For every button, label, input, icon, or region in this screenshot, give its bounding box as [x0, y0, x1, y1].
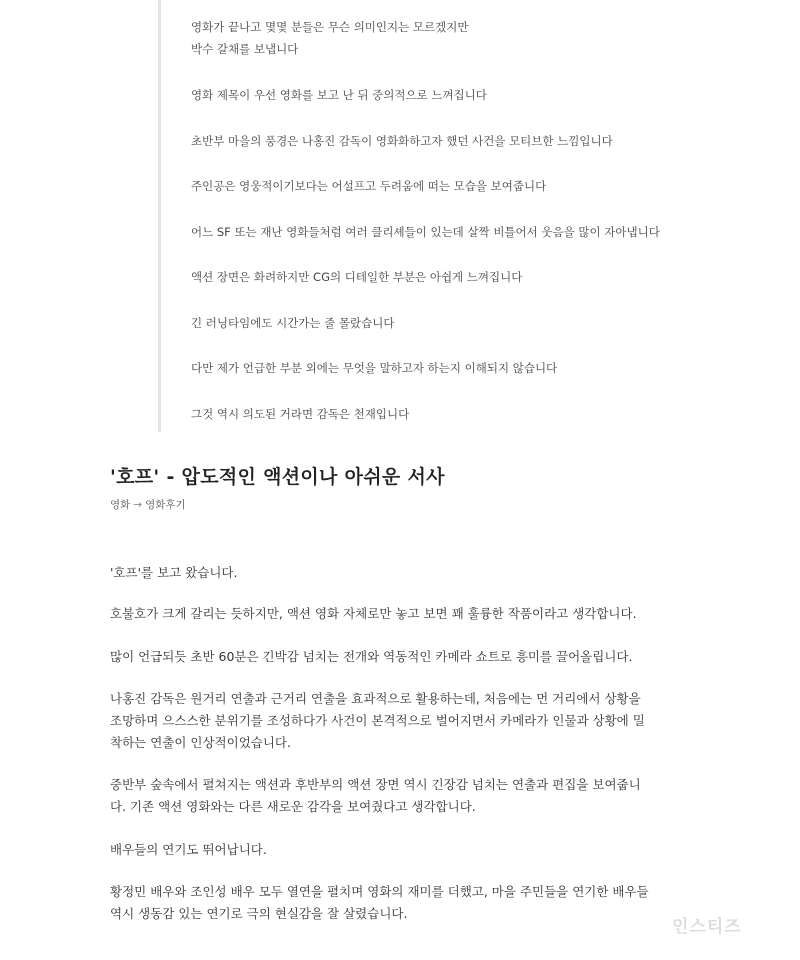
quote-line: 영화가 끝나고 몇몇 분들은 무슨 의미인지는 모르겠지만	[191, 20, 469, 34]
body-paragraph: 호불호가 크게 갈리는 듯하지만, 액션 영화 자체로만 놓고 보면 꽤 훌륭한 작품이라고 생각합니다.	[110, 606, 637, 621]
breadcrumb-arrow-icon: →	[133, 499, 143, 511]
quote-line: 그것 역시 의도된 거라면 감독은 천재입니다	[191, 407, 410, 421]
body-paragraph: 역시 생동감 있는 연기로 극의 현실감을 잘 살렸습니다.	[110, 906, 408, 921]
quote-line: 주인공은 영웅적이기보다는 어설프고 두려움에 떠는 모습을 보여줍니다	[191, 179, 547, 193]
breadcrumb-category-link[interactable]: 영화	[110, 499, 131, 511]
body-paragraph: 중반부 숲속에서 펼쳐지는 액션과 후반부의 액션 장면 역시 긴장감 넘치는 연출과 편집을 보여줍니	[110, 777, 641, 792]
quote-line: 액션 장면은 화려하지만 CG의 디테일한 부분은 아쉽게 느껴집니다	[191, 270, 523, 284]
site-watermark: 인스티즈	[672, 917, 742, 937]
quote-line: 긴 러닝타임에도 시간가는 줄 몰랐습니다	[191, 316, 395, 330]
body-paragraph: 다. 기존 액션 영화와는 다른 새로운 감각을 보여줬다고 생각합니다.	[110, 799, 476, 814]
body-paragraph: '호프'를 보고 왔습니다.	[110, 565, 238, 580]
body-paragraph: 황정민 배우와 조인성 배우 모두 열연을 펼치며 영화의 재미를 더했고, 마을 주민들을 연기한 배우들	[110, 884, 649, 899]
quote-line: 다만 제가 언급한 부분 외에는 무엇을 말하고자 하는지 이해되지 않습니다	[191, 361, 558, 375]
quote-line: 초반부 마을의 풍경은 나홍진 감독이 영화화하고자 했던 사건을 모티브한 느낌입니다	[191, 134, 613, 148]
body-paragraph: 착하는 연출이 인상적이었습니다.	[110, 735, 291, 750]
breadcrumb-subcategory-link[interactable]: 영화후기	[145, 499, 186, 511]
body-paragraph: 조망하며 으스스한 분위기를 조성하다가 사건이 본격적으로 벌어지면서 카메라가 인물과 상황에 밀	[110, 713, 645, 728]
blockquote	[158, 0, 761, 432]
breadcrumb	[110, 497, 186, 512]
quote-line: 박수 갈채를 보냅니다	[191, 42, 299, 56]
quote-line: 영화 제목이 우선 영화를 보고 난 뒤 중의적으로 느껴집니다	[191, 88, 487, 102]
body-paragraph: 나홍진 감독은 원거리 연출과 근거리 연출을 효과적으로 활용하는데, 처음에는 먼 거리에서 상황을	[110, 691, 641, 706]
quote-line: 어느 SF 또는 재난 영화들처럼 여러 클리셰들이 있는데 살짝 비틀어서 웃음을 많이 자아냅니다	[191, 225, 660, 239]
post-title: '호프' - 압도적인 액션이나 아쉬운 서사	[110, 466, 445, 488]
body-paragraph: 배우들의 연기도 뛰어납니다.	[110, 842, 267, 857]
body-paragraph: 많이 언급되듯 초반 60분은 긴박감 넘치는 전개와 역동적인 카메라 쇼트로 흥미를 끌어올립니다.	[110, 649, 633, 664]
